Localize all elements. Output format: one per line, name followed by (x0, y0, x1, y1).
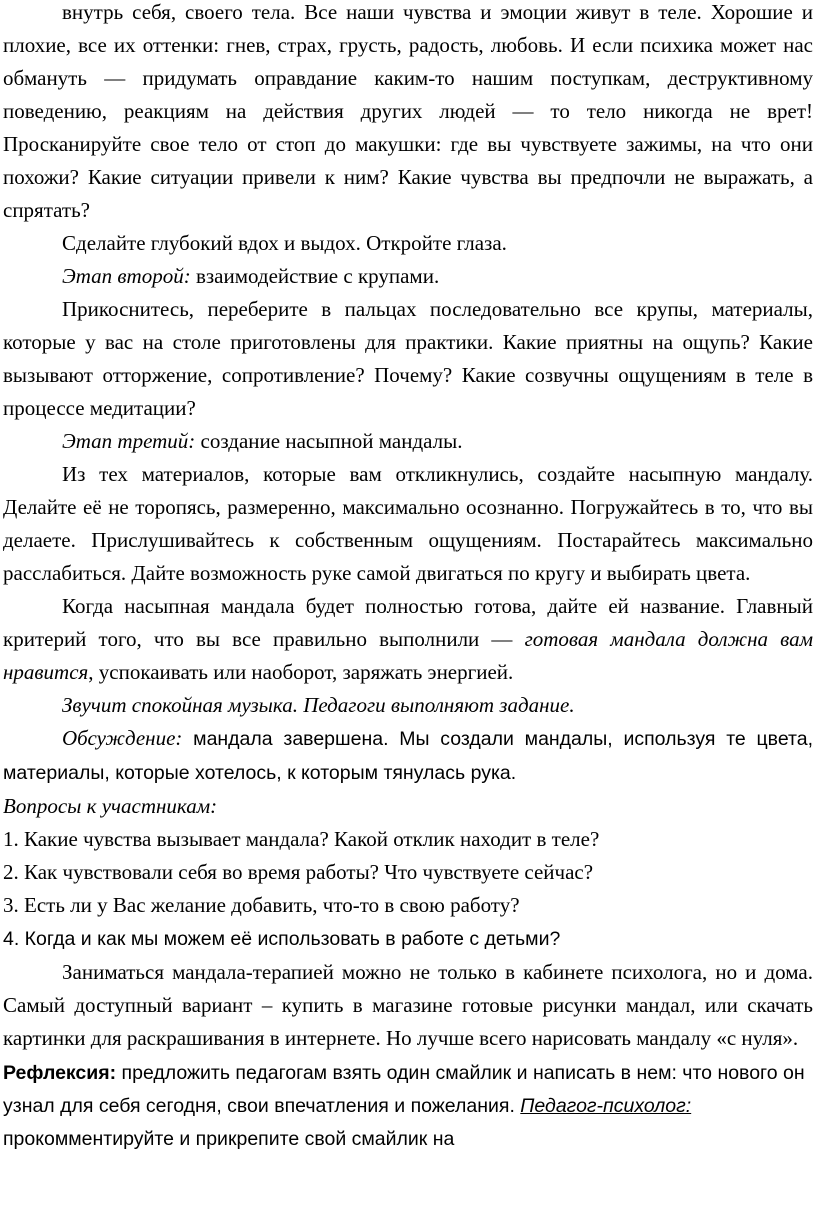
reflection-end: прокомментируйте и прикрепите свой смайлик на (3, 1128, 455, 1150)
reflection-text: предложить педагогам взять один смайлик и написать в нем: что нового он узнал для себя сегодня, свои впечатления и пожелания. (3, 1062, 805, 1117)
paragraph-music (3, 689, 813, 722)
discussion-label: Обсуждение: (62, 726, 183, 750)
question-item-1: 1. Какие чувства вызывает мандала? Какой отклик находит в теле? (3, 827, 600, 851)
stage-three-label: Этап третий: (62, 429, 196, 453)
paragraph-touch-grains: Прикоснитесь, переберите в пальцах последовательно все крупы, материалы, которые у вас на столе приготовлены для практики. Какие приятны на ощупь? Какие вызывают отторжение, сопротивление? Почему? Какие созвучны ощущениям в теле в процессе медитации? (3, 297, 813, 420)
stage-two-label: Этап второй: (62, 264, 191, 288)
reflection-role: Педагог-психолог: (520, 1095, 692, 1117)
question-item-2: 2. Как чувствовали себя во время работы? Что чувствуете сейчас? (3, 860, 594, 884)
paragraph-reflection (3, 1057, 813, 1156)
paragraph-stage-three (3, 425, 813, 458)
paragraph-create-mandala: Из тех материалов, которые вам откликнулись, создайте насыпную мандалу. Делайте её не торопясь, размеренно, максимально осознанно. Погружайтесь в то, что вы делаете. Прислушивайтесь к собственным ощущениям. Постарайтесь максимально расслабиться. Дайте возможность руке самой двигаться по кругу и выбирать цвета. (3, 462, 813, 585)
name-mandala-italic: готовая мандала должна вам нравится (3, 627, 813, 684)
paragraph-mandala-therapy: Заниматься мандала-терапией можно не только в кабинете психолога, но и дома. Самый доступный вариант – купить в магазине готовые рисунки мандал, или скачать картинки для раскрашивания в интернете. Но лучше всего нарисовать мандалу «с нуля». (3, 960, 813, 1050)
reflection-label: Рефлексия: (3, 1062, 117, 1084)
question-item-4: 4. Когда и как мы можем её использовать в работе с детьми? (3, 928, 561, 950)
document-page (3, 0, 813, 1156)
paragraph-body-awareness: внутрь себя, своего тела. Все наши чувства и эмоции живут в теле. Хорошие и плохие, все их оттенки: гнев, страх, грусть, радость, любовь. И если психика может нас обмануть — придумать оправдание каким-то нашим поступкам, деструктивному поведению, реакциям на действия других людей — то тело никогда не врет! Просканируйте свое тело от стоп до макушки: где вы чувствуете зажимы, на что они похожи? Какие ситуации привели к ним? Какие чувства вы предпочли не выражать, а спрятать? (3, 0, 813, 222)
questions-heading: Вопросы к участникам: (3, 794, 218, 818)
stage-three-text: создание насыпной мандалы. (195, 429, 463, 453)
music-note-text: Звучит спокойная музыка. Педагоги выполняют задание. (62, 693, 575, 717)
question-item-3: 3. Есть ли у Вас желание добавить, что-то в свою работу? (3, 893, 520, 917)
stage-two-text: взаимодействие с крупами. (190, 264, 440, 288)
name-mandala-end: , успокаивать или наоборот, заряжать энергией. (88, 660, 514, 684)
paragraph-name-mandala (3, 590, 813, 689)
discussion-text: мандала завершена. Мы создали мандалы, используя те цвета, материалы, которые хотелось, к которым тянулась рука. (3, 728, 813, 784)
paragraph-stage-two (3, 260, 813, 293)
paragraph-breathe: Сделайте глубокий вдох и выдох. Откройте глаза. (62, 231, 507, 255)
paragraph-discussion (3, 722, 813, 790)
name-mandala-start: Когда насыпная мандала будет полностью готова, дайте ей название. Главный критерий того, что вы все правильно выполнили — (3, 594, 813, 651)
